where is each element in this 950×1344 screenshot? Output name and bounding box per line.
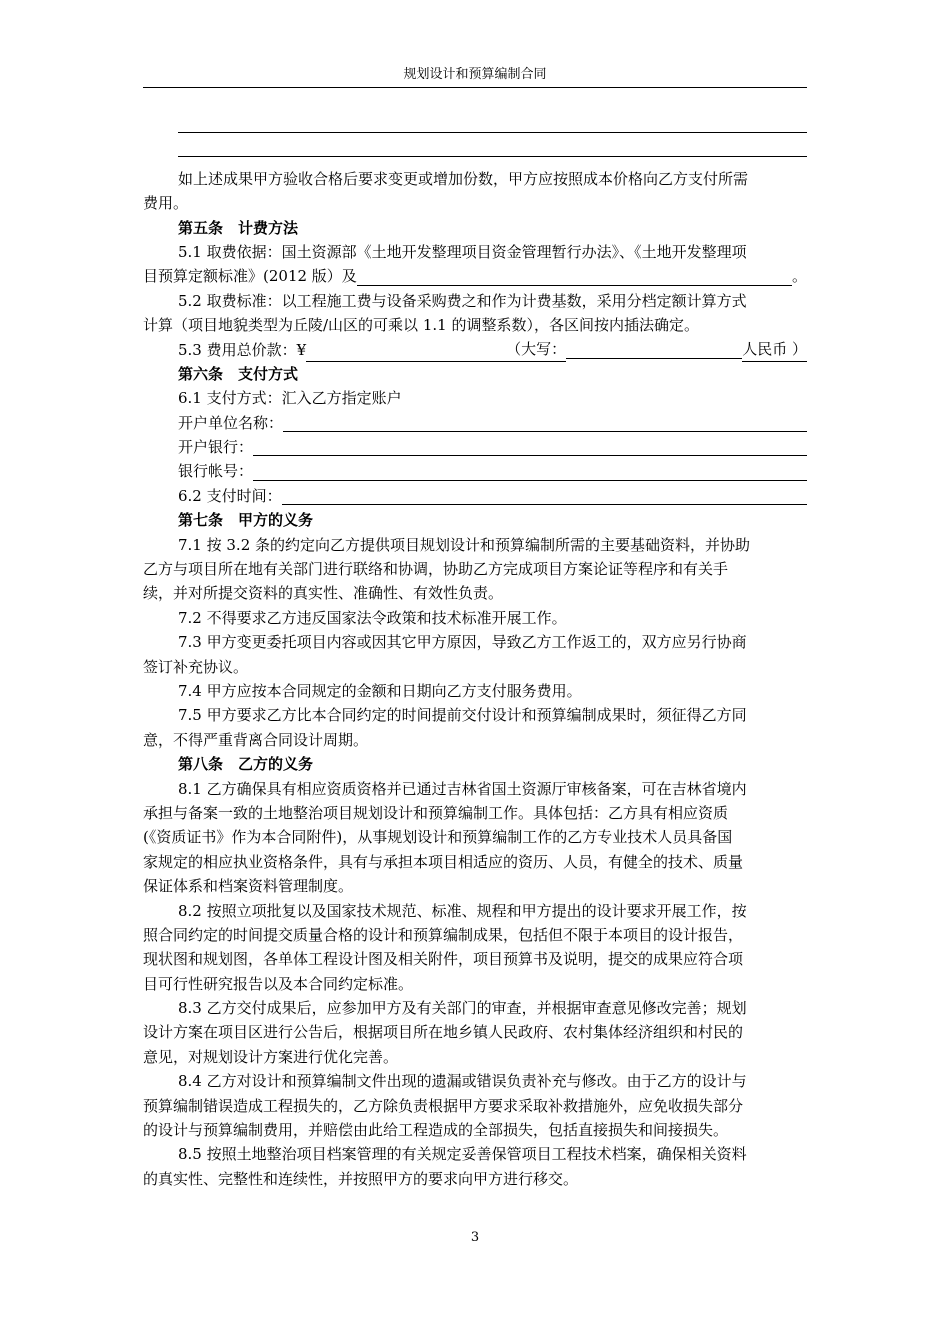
- payment-time-field: [143, 484, 807, 508]
- bank-blank[interactable]: [253, 437, 807, 456]
- clause-7-5: 7.5 甲方要求乙方比本合同约定的时间提前交付设计和预算编制成果时，须征得乙方同: [178, 706, 747, 725]
- clause-5-1: 5.1 取费依据：国土资源部《土地开发整理项目资金管理暂行办法》、《土地开发整理项: [178, 242, 747, 261]
- clause-8-4-cont: 预算编制错误造成工程损失的，乙方除负责根据甲方要求采取补救措施外，应免收损失部分: [143, 1096, 744, 1115]
- article-6-title: 第六条 支付方式: [178, 364, 299, 383]
- page-number: 3: [470, 1230, 480, 1245]
- blank-line: [143, 142, 807, 166]
- total-price-label: 5.3 费用总价款：¥: [178, 340, 307, 359]
- article-7-title: 第七条 甲方的义务: [178, 511, 314, 530]
- clause-8-1: 8.1 乙方确保具有相应资质资格并已通过吉林省国土资源厅审核备案，可在吉林省境内: [178, 779, 747, 798]
- clause-6-1: 6.1 支付方式：汇入乙方指定账户: [178, 389, 402, 408]
- account-name-field: [143, 411, 807, 435]
- clause-8-2-cont: 照合同约定的时间提交质量合格的设计和预算编制成果，包括但不限于本项目的设计报告，: [143, 925, 744, 944]
- article-5-title: 第五条 计费方法: [178, 218, 299, 237]
- fee-basis-blank[interactable]: [357, 267, 792, 286]
- article-8-title: 第八条 乙方的义务: [178, 755, 314, 774]
- currency-label: 人民币 ）: [742, 337, 807, 362]
- blank-line: [143, 118, 807, 142]
- clause-8-1-cont: 保证体系和档案资料管理制度。: [143, 877, 354, 896]
- clause-8-5: 8.5 按照土地整治项目档案管理的有关规定妥善保管项目工程技术档案，确保相关资料: [178, 1145, 747, 1164]
- clause-5-2-cont: 计算（项目地貌类型为丘陵/山区的可乘以 1.1 的调整系数），各区间按内插法确定。: [143, 316, 699, 335]
- payment-time-blank[interactable]: [282, 486, 807, 505]
- account-number-field: [143, 459, 807, 483]
- paragraph-line: 如上述成果甲方验收合格后要求变更或增加份数，甲方应按照成本价格向乙方支付所需: [178, 169, 749, 188]
- clause-5-1-end: 。: [791, 267, 807, 286]
- header-rule: [143, 87, 807, 88]
- clause-8-2: 8.2 按照立项批复以及国家技术规范、标准、规程和甲方提出的设计要求开展工作，按: [178, 901, 747, 920]
- clause-8-2-cont: 现状图和规划图，各单体工程设计图及相关附件，项目预算书及说明，提交的成果应符合项: [143, 950, 744, 969]
- clause-7-4: 7.4 甲方应按本合同规定的金额和日期向乙方支付服务费用。: [178, 681, 582, 700]
- account-number-blank[interactable]: [253, 462, 807, 481]
- clause-8-4-cont: 的设计与预算编制费用，并赔偿由此给工程造成的全部损失，包括直接损失和间接损失。: [143, 1121, 729, 1140]
- clause-7-2: 7.2 不得要求乙方违反国家法令政策和技术标准开展工作。: [178, 608, 567, 627]
- payment-time-label: 6.2 支付时间：: [178, 486, 282, 505]
- clause-8-5-cont: 的真实性、完整性和连续性，并按照甲方的要求向甲方进行移交。: [143, 1169, 579, 1188]
- clause-7-1-cont: 续，并对所提交资料的真实性、准确性、有效性负责。: [143, 584, 504, 603]
- page-header: 规划设计和预算编制合同: [403, 67, 547, 82]
- clause-8-2-cont: 目可行性研究报告以及本合同约定标准。: [143, 974, 414, 993]
- clause-7-3: 7.3 甲方变更委托项目内容或因其它甲方原因，导致乙方工作返工的，双方应另行协商: [178, 633, 747, 652]
- clause-8-3-cont: 意见，对规划设计方案进行优化完善。: [143, 1047, 399, 1066]
- clause-8-1-cont: 承担与备案一致的土地整治项目规划设计和预算编制工作。具体包括：乙方具有相应资质: [143, 803, 729, 822]
- bank-label: 开户银行：: [178, 438, 254, 457]
- clause-7-5-cont: 意，不得严重背离合同设计周期。: [143, 730, 369, 749]
- account-number-label: 银行帐号：: [178, 462, 254, 481]
- contract-body: [143, 118, 807, 1191]
- clause-7-1-cont: 乙方与项目所在地有关部门进行联络和协调，协助乙方完成项目方案论证等程序和有关手: [143, 560, 729, 579]
- account-name-blank[interactable]: [283, 413, 807, 432]
- amount-in-words-blank[interactable]: [566, 340, 742, 359]
- clause-5-1-text: 目预算定额标准》(2012 版）及: [143, 267, 357, 286]
- clause-8-1-cont: (《资质证书》作为本合同附件)，从事规划设计和预算编制工作的乙方专业技术人员具备国: [143, 828, 733, 847]
- account-name-label: 开户单位名称：: [178, 413, 284, 432]
- clause-7-3-cont: 签订补充协议。: [143, 657, 249, 676]
- paragraph-line: 费用。: [143, 194, 189, 213]
- clause-5-2: 5.2 取费标准：以工程施工费与设备采购费之和作为计费基数，采用分档定额计算方式: [178, 291, 747, 310]
- clause-7-1: 7.1 按 3.2 条的约定向乙方提供项目规划设计和预算编制所需的主要基础资料，并协助: [178, 535, 751, 554]
- clause-5-1-cont: [143, 264, 807, 288]
- bank-field: [143, 435, 807, 459]
- amount-in-words-label: （大写：: [506, 337, 566, 362]
- total-price-blank[interactable]: [306, 343, 506, 362]
- clause-8-3: 8.3 乙方交付成果后，应参加甲方及有关部门的审查，并根据审查意见修改完善；规划: [178, 999, 747, 1018]
- clause-5-3: [143, 338, 807, 362]
- clause-8-3-cont: 设计方案在项目区进行公告后，根据项目所在地乡镇人民政府、农村集体经济组织和村民的: [143, 1023, 744, 1042]
- clause-8-1-cont: 家规定的相应执业资格条件，具有与承担本项目相适应的资历、人员，有健全的技术、质量: [143, 852, 744, 871]
- clause-8-4: 8.4 乙方对设计和预算编制文件出现的遗漏或错误负责补充与修改。由于乙方的设计与: [178, 1072, 747, 1091]
